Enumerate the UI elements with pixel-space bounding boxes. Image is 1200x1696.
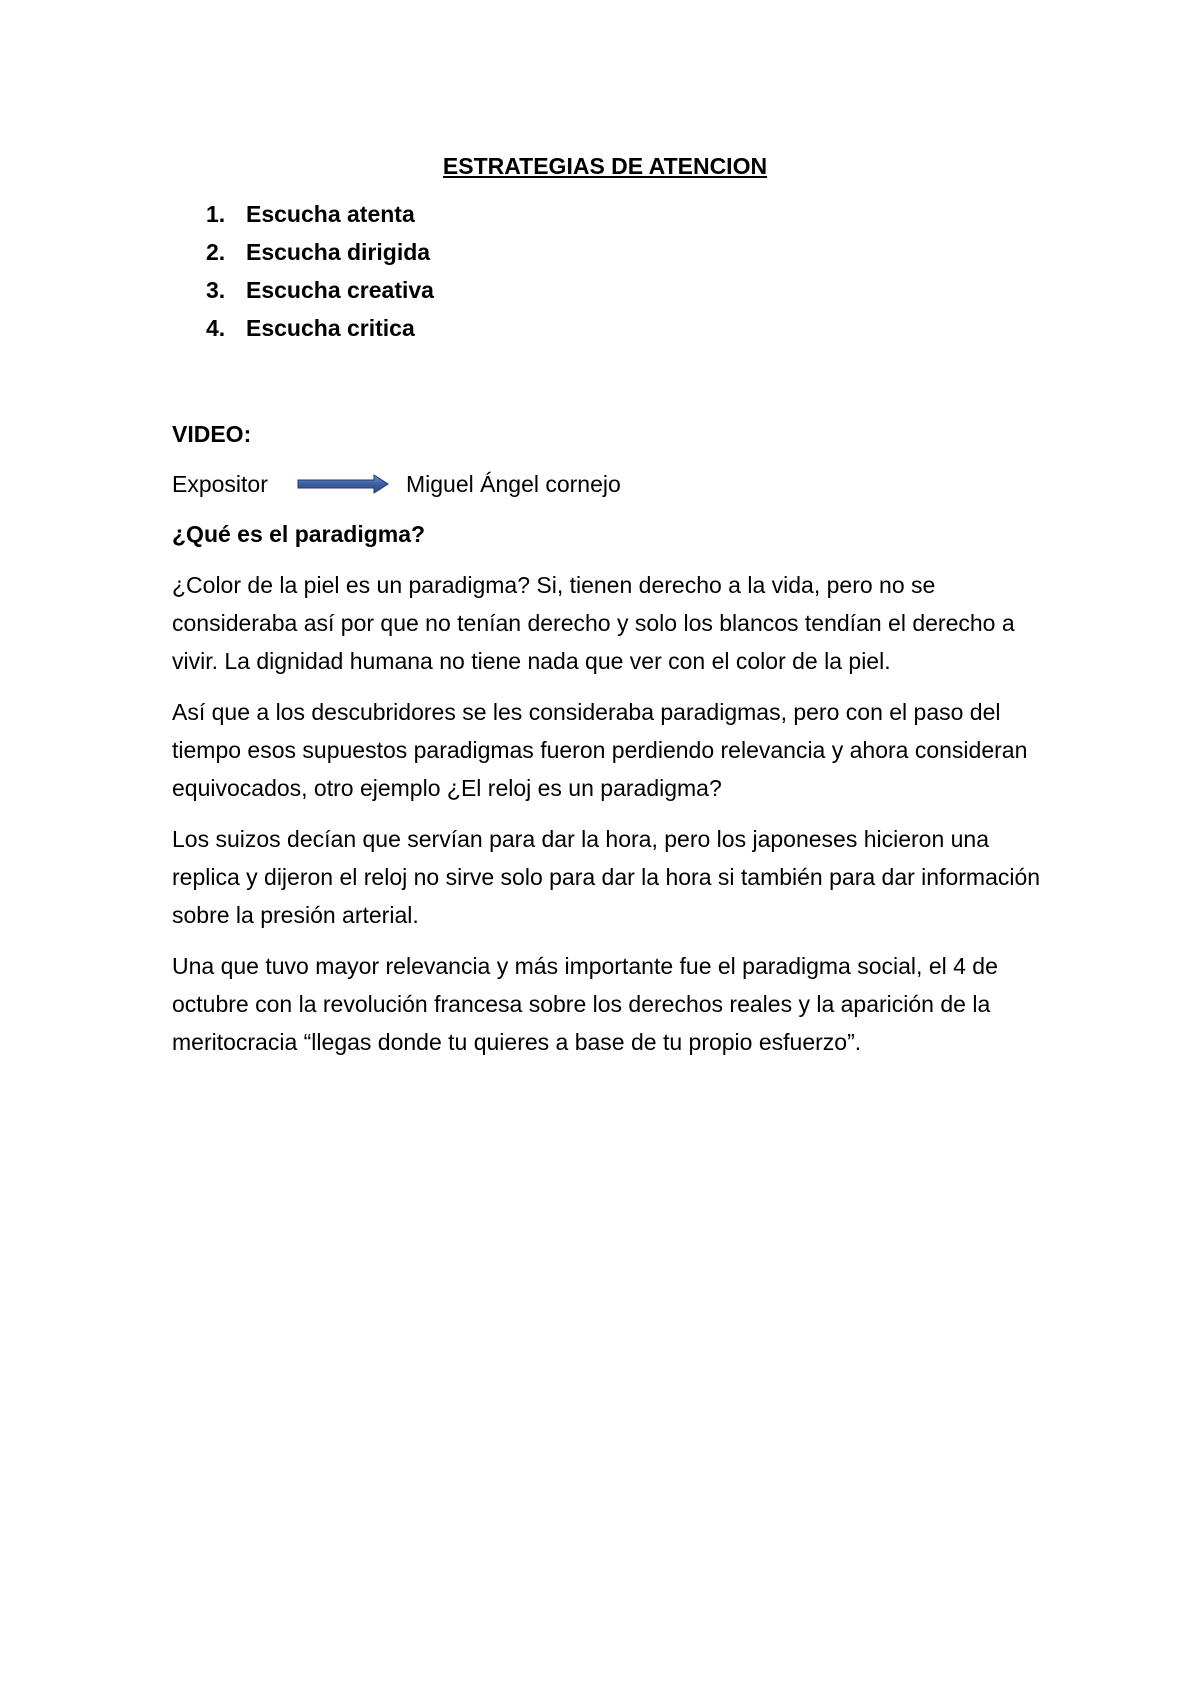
- expositor-label: Expositor: [172, 471, 268, 497]
- list-item-label: Escucha atenta: [246, 201, 415, 227]
- list-item-label: Escucha creativa: [246, 277, 434, 303]
- document-title: ESTRATEGIAS DE ATENCION: [442, 153, 768, 179]
- video-heading: VIDEO:: [172, 421, 252, 447]
- strategy-list: [172, 195, 1042, 347]
- list-item: [206, 233, 1042, 271]
- list-item-number: 4.: [206, 315, 226, 341]
- paragraph: Los suizos decían que servían para dar la hora, pero los japoneses hicieron una replica y dijeron el reloj no sirve solo para dar la hora si también para dar información sobre la presión arterial.: [172, 826, 1041, 928]
- list-item: [206, 271, 1042, 309]
- question-heading: ¿Qué es el paradigma?: [172, 521, 426, 547]
- paragraph: ¿Color de la piel es un paradigma? Si, tienen derecho a la vida, pero no se consideraba así por que no tenían derecho y solo los blancos tendían el derecho a vivir. La dignidad humana no tiene nada que ver con el color de la piel.: [172, 572, 1015, 674]
- document-body: [172, 138, 1042, 1074]
- list-item: [206, 309, 1042, 347]
- list-item-label: Escucha critica: [246, 315, 415, 341]
- expositor-row: [172, 465, 1042, 503]
- right-arrow-icon: [296, 473, 390, 495]
- list-item-number: 1.: [206, 201, 226, 227]
- list-item-number: 3.: [206, 277, 226, 303]
- paragraph: Así que a los descubridores se les consideraba paradigmas, pero con el paso del tiempo esos supuestos paradigmas fueron perdiendo relevancia y ahora consideran equivocados, otro ejemplo ¿El reloj es un paradigma?: [172, 699, 1028, 801]
- list-item-label: Escucha dirigida: [246, 239, 431, 265]
- list-item-number: 2.: [206, 239, 226, 265]
- list-item: [206, 195, 1042, 233]
- paragraph: Una que tuvo mayor relevancia y más importante fue el paradigma social, el 4 de octubre con la revolución francesa sobre los derechos reales y la aparición de la meritocracia “llegas donde tu quieres a base de tu propio esfuerzo”.: [172, 953, 998, 1055]
- expositor-name: Miguel Ángel cornejo: [406, 471, 621, 497]
